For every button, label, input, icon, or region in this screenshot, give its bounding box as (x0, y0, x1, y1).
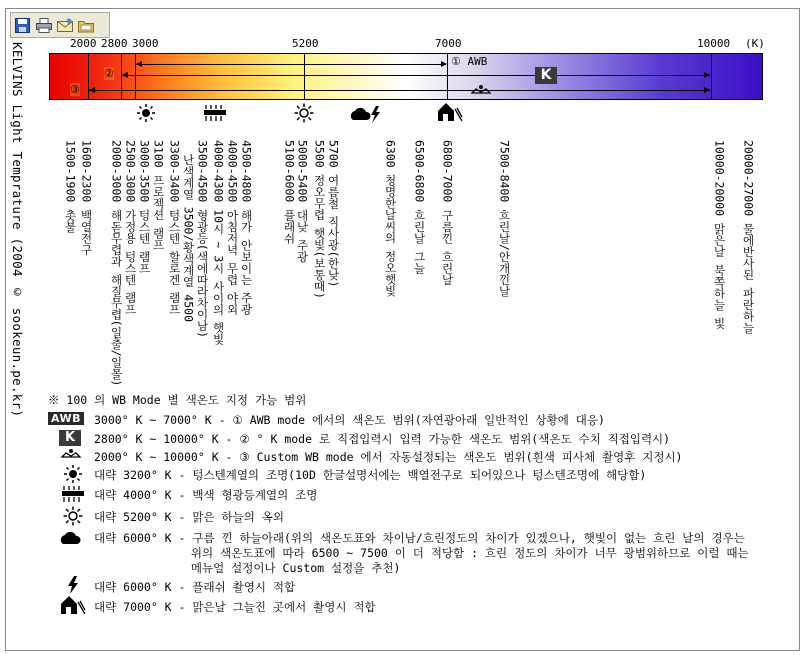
k-range-number: ② (104, 67, 114, 80)
side-title: KELVINS Light Temprature (2004 © sookeun.pe.kr) (10, 42, 25, 418)
temp-item: 2000-3000 해돋무렵과 해질무렵(일출/일몰) (109, 140, 124, 387)
daylight-icon (63, 506, 83, 526)
temp-item: 3300-3400 텅스텐 할로겐 램프 (167, 140, 182, 316)
scale-tick-2800: 2800 (101, 37, 128, 50)
temp-item: 5000-5400 대낮 주광 (295, 140, 310, 263)
legend-row-cloudy-3: 메뉴얼 설정이나 Custom 설정을 추천) (94, 561, 401, 575)
legend-row-k: 2800° K ~ 10000° K - ② ° K mode 로 직접입력시 입력 가능한 색온도 범위(색온도 수치 직접입력시) (94, 432, 671, 446)
custom-wb-icon (470, 83, 492, 97)
legend-row-cloudy-1: 대략 6000° K - 구름 낀 하늘아래(위의 색온도표와 차이남/흐린정도의 차이가 있겠으나, 햇빛이 없는 흐린 날의 경우는 (94, 531, 745, 545)
temp-item: 1600-2300 백열전구 (79, 140, 94, 256)
legend-row-fluorescent: 대략 4000° K - 백색 형광등계열의 조명 (94, 488, 318, 502)
legend-row-awb: 3000° K ~ 7000° K - ① AWB mode 에서의 색온도 범위(자연광아래 일반적인 상황에 대응) (94, 413, 605, 427)
temp-item: 6800-7000 구름낀 흐린날 (440, 140, 455, 286)
legend-header: ※ 100 의 WB Mode 별 색온도 지정 가능 범위 (48, 393, 307, 407)
temp-item: 4500-4800 해가 안보이는 주광 (239, 140, 254, 316)
scale-tick-10000: 10000 (697, 37, 731, 50)
tungsten-icon (136, 103, 156, 123)
print-icon[interactable] (35, 17, 52, 34)
temp-item: 3000-3500 텅스텐 램프 (137, 140, 152, 274)
daylight-icon (294, 103, 314, 123)
temp-item: 2500-3000 가정용 텅스텐 램프 (123, 140, 138, 316)
custom-range-line (89, 90, 710, 91)
k-logo-icon: K (535, 67, 557, 84)
shade-icon (60, 594, 86, 616)
legend-row-daylight: 대략 5200° K - 맑은 하늘의 옥외 (94, 510, 284, 524)
temp-item: 7500-8400 흐린날/안개낀날 (497, 140, 512, 297)
arrow-left-icon (89, 87, 95, 93)
fluorescent-icon (203, 104, 227, 122)
arrow-right-icon (704, 87, 710, 93)
custom-range-number: ③ (70, 83, 80, 96)
marker-7000 (447, 53, 448, 100)
temp-item: 6300 청명한날씨의 정오햇빛 (383, 140, 398, 297)
fluorescent-icon (61, 485, 85, 503)
awb-logo-icon: AWB (48, 412, 84, 425)
legend-row-custom: 2000° K ~ 10000° K - ③ Custom WB mode 에서 자동설정되는 색온도 범위(흰색 피사체 촬영후 지정시) (94, 450, 683, 464)
legend-row-cloudy-2: 위의 색온도표에 따라 6500 ~ 7500 이 더 적당함 : 흐린 정도의 차이가 너무 광범위하므로 이럴 때는 (94, 546, 749, 560)
legend-row-tungsten: 대략 3200° K - 텅스텐계열의 조명(10D 한글설명서에는 백열전구로 되어있으나 텅스텐조명에 해당함) (94, 468, 647, 482)
marker-10000 (711, 53, 712, 100)
awb-range-line (136, 64, 446, 65)
save-icon[interactable] (14, 17, 31, 34)
temp-item: 5700 여름철 직사광(한낮) (326, 140, 341, 288)
scale-tick-2000: 2000 (70, 37, 97, 50)
temp-item: 1500-1900 촛불 (63, 140, 78, 233)
legend-row-shade: 대략 7000° K - 맑은날 그늘진 곳에서 촬영시 적합 (94, 600, 376, 614)
scale-tick-7000: 7000 (435, 37, 462, 50)
temp-item: 4000-4500 아침저녁 무렵 야외 (225, 140, 240, 316)
temp-item: 6500-6800 흐린날 그늘 (412, 140, 427, 274)
temp-item: 5500 정오무렵 햇빛(보통때) (312, 140, 327, 299)
open-folder-icon[interactable] (77, 17, 94, 34)
temp-item: 20000-27000 물에반사된 파란하늘 (741, 140, 756, 334)
temp-item: 5100-6000 플래쉬 (282, 140, 297, 244)
tungsten-icon (63, 464, 83, 484)
arrow-left-icon (136, 61, 142, 67)
k-logo-icon: K (59, 430, 81, 446)
k-range-line (122, 75, 710, 76)
awb-range-label: ① AWB (451, 55, 488, 68)
color-temperature-bar (49, 53, 763, 100)
marker-5200 (304, 53, 305, 100)
arrow-right-icon (441, 61, 447, 67)
cloudy-flash-icon (350, 104, 386, 124)
email-icon[interactable] (56, 17, 73, 34)
temp-item: 4000-4300 10시 ~ 3시 사이의 햇빛 (211, 140, 226, 346)
shade-icon (437, 101, 463, 123)
scale-tick-3000: 3000 (132, 37, 159, 50)
temp-item: 3500-4500 형광등(색에따라차이남) (195, 140, 210, 339)
temp-item: 난색계열 3500/황색계열 4500 (181, 140, 196, 323)
arrow-left-icon (122, 72, 128, 78)
scale-tick-5200: 5200 (292, 37, 319, 50)
temp-item: 3100 프로젝션 램프 (151, 140, 166, 251)
legend-row-flash: 대략 6000° K - 플래쉬 촬영시 적합 (94, 580, 296, 594)
toolbar (10, 12, 110, 38)
custom-wb-icon (60, 447, 82, 461)
cloudy-icon (60, 529, 84, 547)
temp-item: 10000-20000 맑은날 북쪽하늘 빛 (712, 140, 727, 329)
flash-icon (66, 575, 80, 595)
arrow-right-icon (704, 72, 710, 78)
scale-unit: (K) (745, 37, 765, 50)
